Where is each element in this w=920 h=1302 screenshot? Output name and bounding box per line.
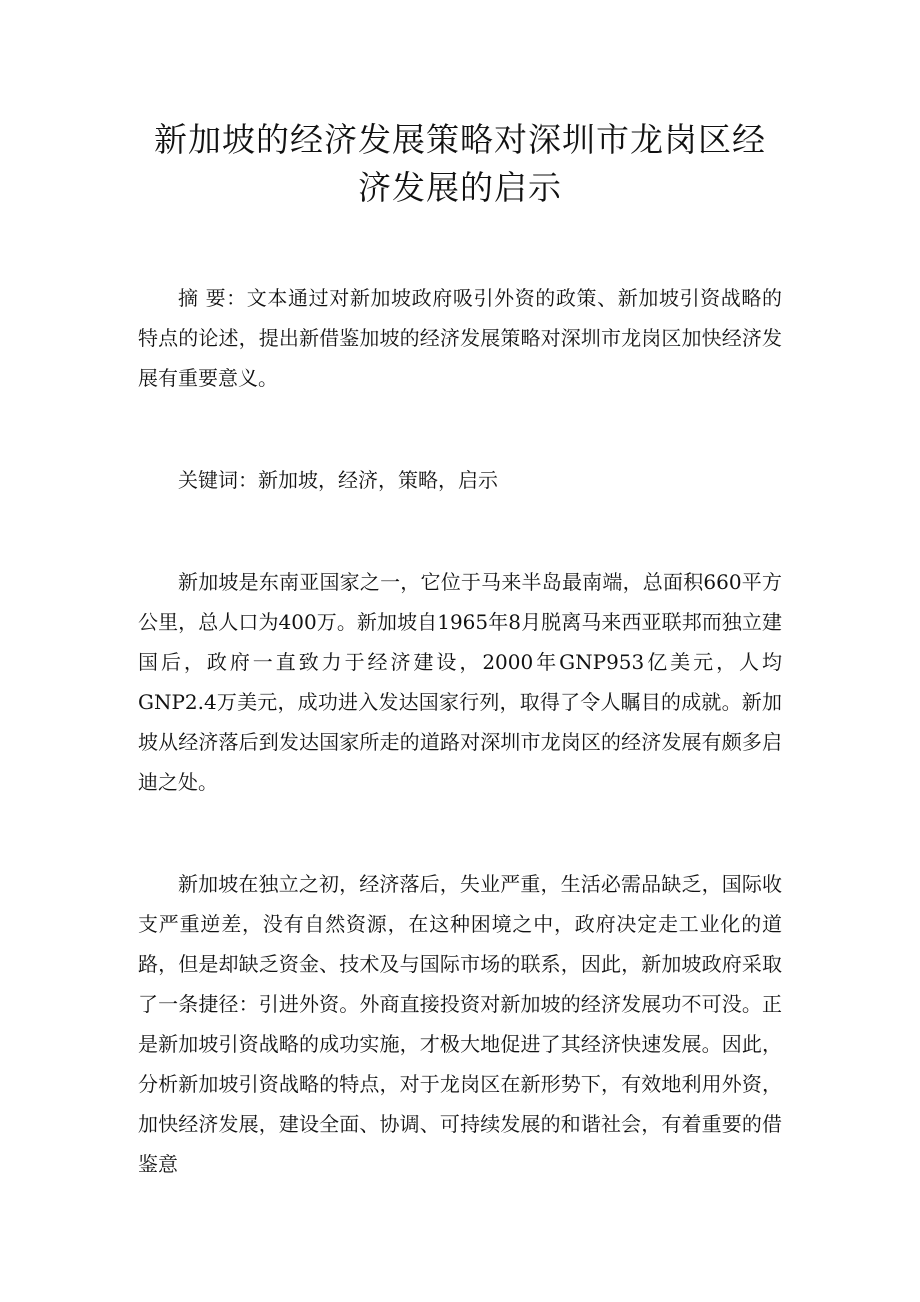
body-paragraph-2: 新加坡在独立之初，经济落后，失业严重，生活必需品缺乏，国际收支严重逆差，没有自然资源，在这种困境之中，政府决定走工业化的道路，但是却缺乏资金、技术及与国际市场的联系，因此，新加坡政府采取了一条捷径：引进外资。外商直接投资对新加坡的经济发展功不可没。正是新加坡引资战略的成功实施，才极大地促进了其经济快速发展。因此，分析新加坡引资战略的特点，对于龙岗区在新形势下，有效地利用外资，加快经济发展，建设全面、协调、可持续发展的和谐社会，有着重要的借鉴意 (138, 872, 782, 1176)
abstract-paragraph: 摘 要：文本通过对新加坡政府吸引外资的政策、新加坡引资战略的特点的论述，提出新借鉴加坡的经济发展策略对深圳市龙岗区加快经济发展有重要意义。 (138, 286, 782, 390)
body-paragraph-1: 新加坡是东南亚国家之一，它位于马来半岛最南端，总面积660平方公里，总人口为400万。新加坡自1965年8月脱离马来西亚联邦而独立建国后，政府一直致力于经济建设，2000年GNP953亿美元，人均GNP2.4万美元，成功进入发达国家行列，取得了令人瞩目的成就。新加坡从经济落后到发达国家所走的道路对深圳市龙岗区的经济发展有颇多启迪之处。 (138, 570, 782, 794)
document-page (138, 0, 782, 1184)
document-title: 新加坡的经济发展策略对深圳市龙岗区经济发展的启示 (154, 120, 766, 207)
keywords-paragraph: 关键词：新加坡，经济，策略，启示 (178, 468, 498, 492)
